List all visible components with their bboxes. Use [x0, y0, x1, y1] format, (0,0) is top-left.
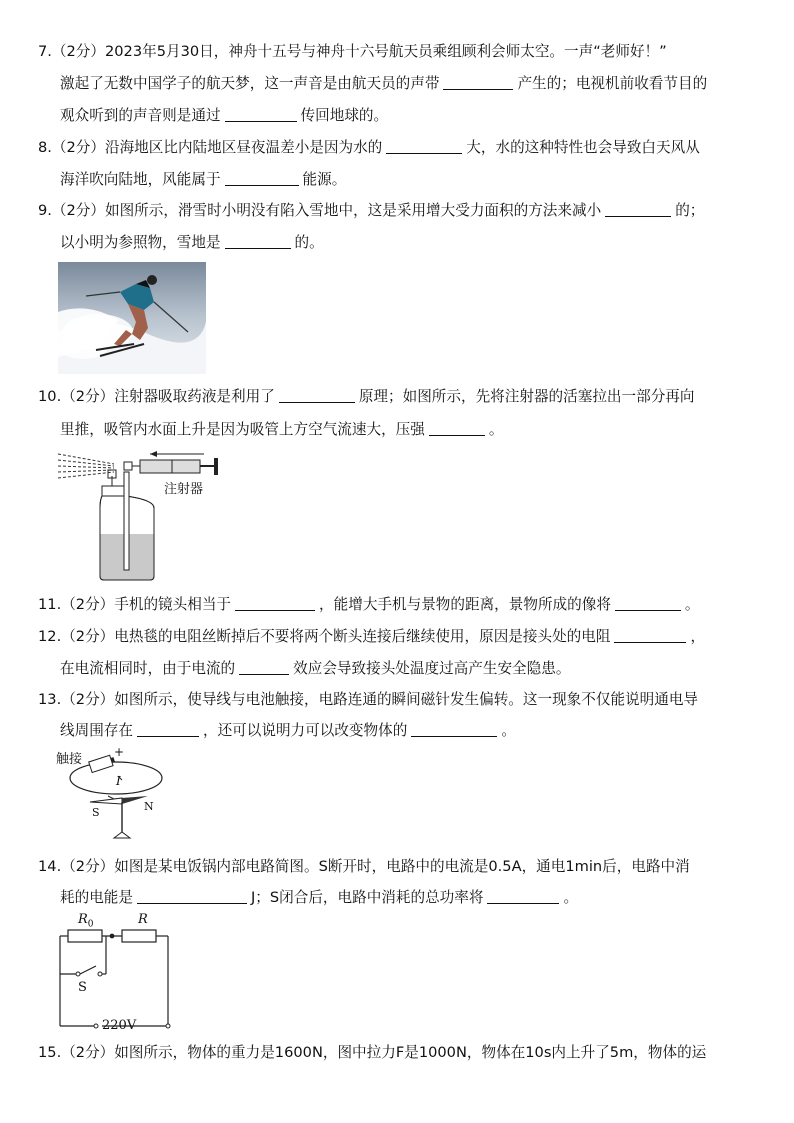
- q7-line1: 7.（2分）2023年5月30日，神舟十五号与神舟十六号航天员乘组顾利会师太空。一声“老师好！”: [38, 43, 667, 60]
- answer-blank[interactable]: [279, 388, 355, 403]
- answer-blank[interactable]: [386, 139, 462, 154]
- q14-line1: 14.（2分）如图是某电饭锅内部电路简图。S断开时，电路中的电流是0.5A，通电1min后，电路中消: [38, 858, 690, 875]
- q13-line2: 线周围存在 ，还可以说明力可以改变物体的 。: [60, 722, 516, 739]
- syringe-label: 注射器: [164, 482, 204, 497]
- q12-line2: 在电流相同时，由于电流的 效应会导致接头处温度过高产生安全隐患。: [60, 660, 571, 677]
- r0-label: $R_0$: [78, 912, 94, 930]
- q7-line3: 观众听到的声音则是通过 传回地球的。: [60, 107, 389, 124]
- q8-line1: 8.（2分）沿海地区比内陆地区昼夜温差小是因为水的 大，水的这种特性也会导致白天风从: [38, 139, 700, 156]
- q8-line2: 海洋吹向陆地，风能属于 能源。: [60, 171, 347, 188]
- answer-blank[interactable]: [235, 596, 315, 611]
- q7-line2: 激起了无数中国学子的航天梦，这一声音是由航天员的声带 产生的；电视机前收看节目的: [60, 75, 708, 92]
- answer-blank[interactable]: [615, 596, 681, 611]
- north-label: N: [144, 800, 154, 813]
- answer-blank[interactable]: [225, 234, 291, 249]
- answer-blank[interactable]: [443, 75, 513, 90]
- answer-blank[interactable]: [429, 421, 485, 436]
- answer-blank[interactable]: [605, 202, 671, 217]
- q11-line1: 11.（2分）手机的镜头相当于 ，能增大手机与景物的距离，景物所成的像将 。: [38, 596, 700, 613]
- q13-line1: 13.（2分）如图所示，使导线与电池触接，电路连通的瞬间磁针发生偏转。这一现象不仅能说明通电导: [38, 691, 699, 708]
- answer-blank[interactable]: [225, 171, 299, 186]
- skier-photo: [58, 262, 206, 374]
- switch-label: S: [78, 980, 87, 995]
- answer-blank[interactable]: [225, 107, 297, 122]
- q9-line2: 以小明为参照物，雪地是 的。: [60, 234, 324, 251]
- answer-blank[interactable]: [137, 889, 247, 904]
- r-label: R: [138, 912, 148, 927]
- voltage-label: 220V: [102, 1018, 137, 1033]
- answer-blank[interactable]: [239, 660, 289, 675]
- answer-blank[interactable]: [137, 722, 199, 737]
- q10-line2: 里推，吸管内水面上升是因为吸管上方空气流速大，压强 。: [60, 421, 504, 438]
- q10-line1: 10.（2分）注射器吸取药液是利用了 原理；如图所示，先将注射器的活塞拉出一部分再向: [38, 388, 695, 405]
- touch-label: 触接: [56, 752, 83, 767]
- q9-line1: 9.（2分）如图所示，滑雪时小明没有陷入雪地中，这是采用增大受力面积的方法来减小 的；: [38, 202, 705, 219]
- answer-blank[interactable]: [487, 889, 559, 904]
- answer-blank[interactable]: [614, 628, 686, 643]
- rice-cooker-circuit: [56, 910, 180, 1034]
- q12-line1: 12.（2分）电热毯的电阻丝断掉后不要将两个断头连接后继续使用，原因是接头处的电阻 ，: [38, 628, 706, 645]
- answer-blank[interactable]: [411, 722, 497, 737]
- south-label: S: [92, 806, 100, 819]
- q14-line2: 耗的电能是 J；S闭合后，电路中消耗的总功率将 。: [60, 889, 579, 906]
- q15-line1: 15.（2分）如图所示，物体的重力是1600N，图中拉力F是1000N，物体在10s内上升了5m，物体的运: [38, 1044, 707, 1061]
- syringe-atomizer-figure: [54, 450, 234, 582]
- current-label: I: [116, 774, 121, 788]
- plus-label: +: [114, 745, 125, 759]
